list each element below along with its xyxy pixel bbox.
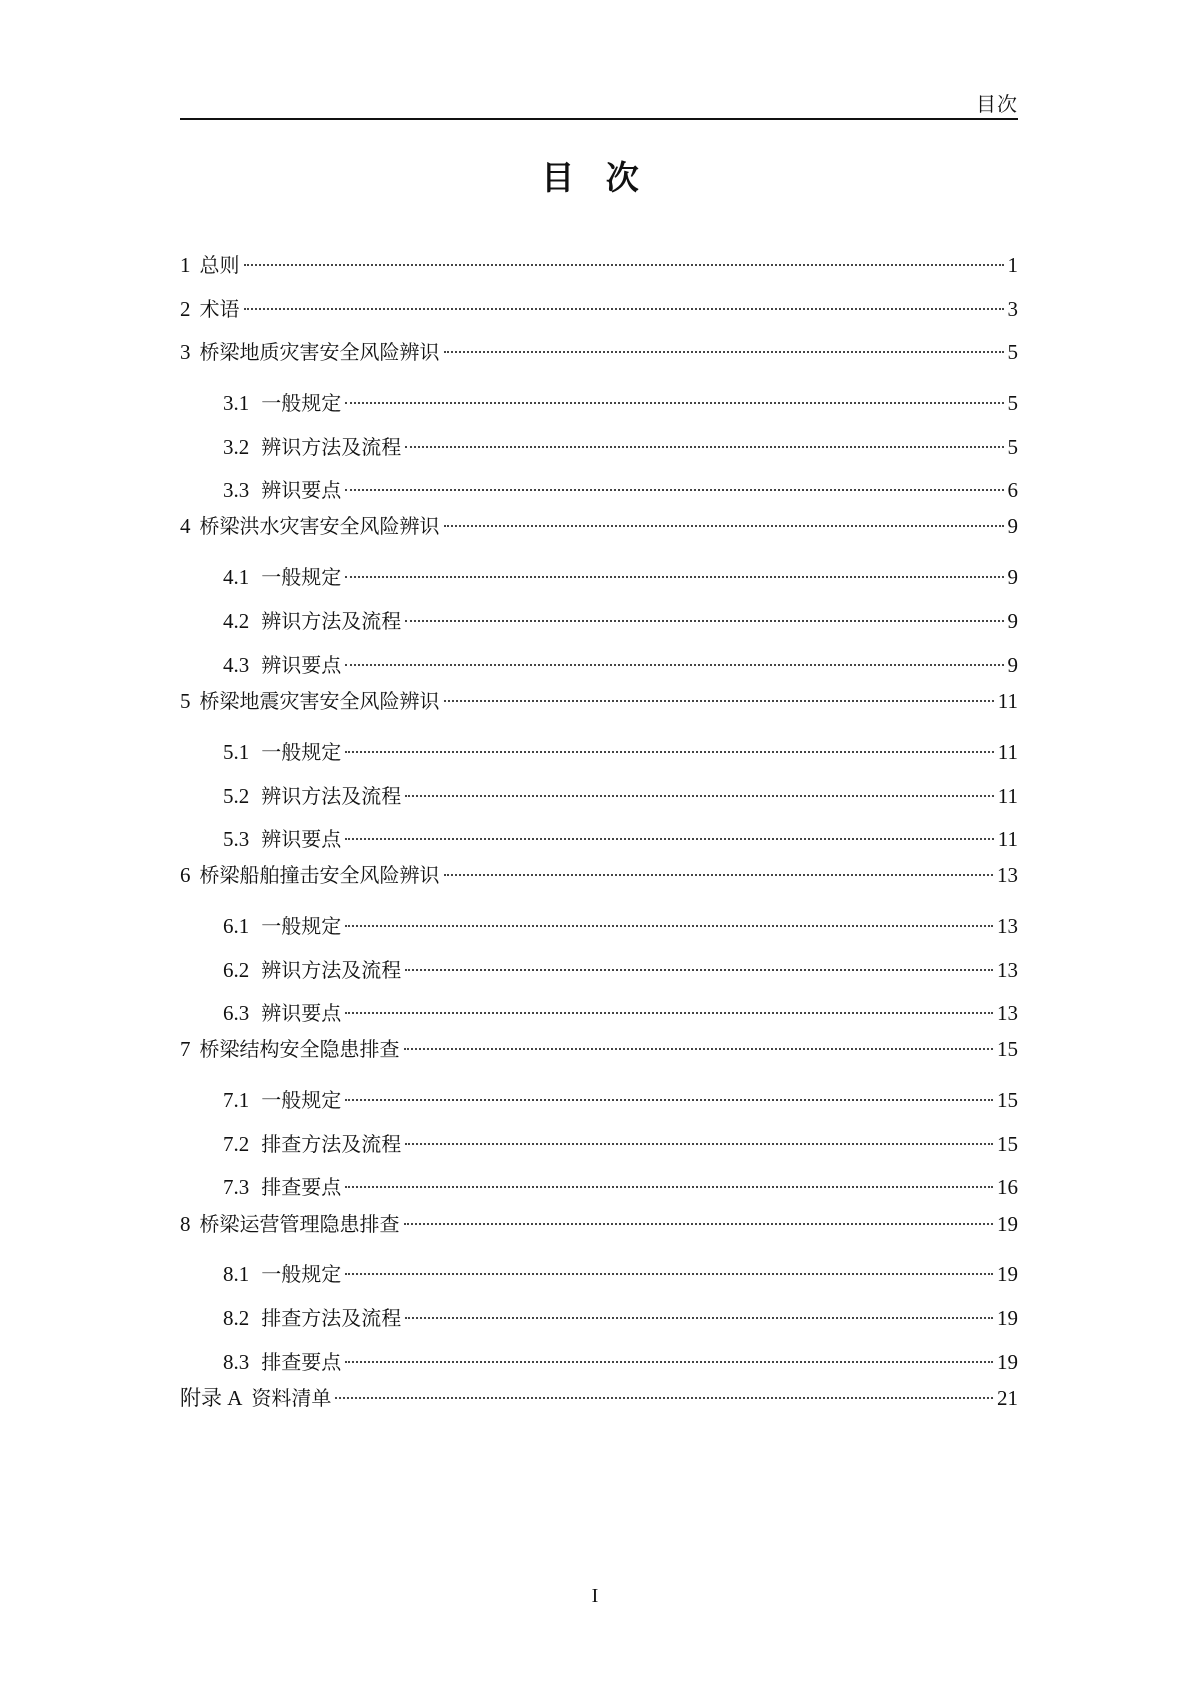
toc-entry-page: 1 bbox=[1007, 253, 1018, 277]
toc-entry-title: 辨识要点 bbox=[261, 478, 342, 502]
toc-entry-page: 21 bbox=[997, 1386, 1018, 1410]
toc-title: 目 次 bbox=[541, 158, 649, 197]
toc-entry-number: 6.2 bbox=[223, 958, 250, 982]
toc-dot-leader bbox=[345, 1273, 993, 1275]
toc-chapter-entry[interactable] bbox=[180, 294, 1018, 324]
toc-entry-title: 桥梁船舶撞击安全风险辨识 bbox=[199, 863, 440, 887]
toc-entry-page: 9 bbox=[1007, 653, 1018, 677]
toc-section-entry[interactable] bbox=[223, 781, 1018, 811]
toc-dot-leader bbox=[345, 664, 1003, 666]
toc-chapter-entry[interactable] bbox=[180, 860, 1018, 890]
toc-chapter-entry[interactable] bbox=[180, 337, 1018, 367]
toc-dot-leader bbox=[405, 1317, 993, 1319]
toc-entry-title: 桥梁运营管理隐患排查 bbox=[199, 1212, 400, 1236]
toc-entry-page: 3 bbox=[1007, 297, 1018, 321]
toc-section-entry[interactable] bbox=[223, 1303, 1018, 1333]
toc-entry-page: 13 bbox=[997, 914, 1018, 938]
toc-entry-number: 7 bbox=[180, 1037, 191, 1061]
toc-entry-number: 5.1 bbox=[223, 740, 250, 764]
toc-entry-title: 辨识方法及流程 bbox=[261, 435, 402, 459]
toc-entry-number: 7.1 bbox=[223, 1088, 250, 1112]
toc-entry-page: 6 bbox=[1007, 478, 1018, 502]
toc-section-entry[interactable] bbox=[223, 1085, 1018, 1115]
page-number: I bbox=[591, 1585, 599, 1607]
toc-entry-title: 排查要点 bbox=[261, 1350, 342, 1374]
toc-dot-leader bbox=[444, 525, 1004, 527]
toc-dot-leader bbox=[345, 1012, 993, 1014]
toc-entry-title: 一般规定 bbox=[261, 1262, 342, 1286]
toc-entry-number: 4 bbox=[180, 514, 191, 538]
toc-entry-number: 5.2 bbox=[223, 784, 250, 808]
toc-entry-page: 11 bbox=[997, 784, 1018, 808]
toc-chapter-entry[interactable] bbox=[180, 686, 1018, 716]
toc-entry-number: 4.3 bbox=[223, 653, 250, 677]
running-header-title: 目次 bbox=[976, 92, 1018, 116]
toc-entry-number: 3.3 bbox=[223, 478, 250, 502]
toc-entry-page: 13 bbox=[997, 958, 1018, 982]
toc-entry-page: 15 bbox=[997, 1132, 1018, 1156]
toc-entry-title: 桥梁地质灾害安全风险辨识 bbox=[199, 340, 440, 364]
toc-chapter-entry[interactable] bbox=[180, 1209, 1018, 1239]
toc-section-entry[interactable] bbox=[223, 388, 1018, 418]
toc-dot-leader bbox=[244, 264, 1004, 266]
toc-entry-page: 16 bbox=[997, 1175, 1018, 1199]
toc-section-entry[interactable] bbox=[223, 562, 1018, 592]
toc-dot-leader bbox=[345, 402, 1003, 404]
toc-dot-leader bbox=[444, 351, 1004, 353]
toc-entry-number: 3.1 bbox=[223, 391, 250, 415]
toc-dot-leader bbox=[444, 874, 994, 876]
toc-section-entry[interactable] bbox=[223, 911, 1018, 941]
toc-dot-leader bbox=[345, 576, 1003, 578]
toc-entry-page: 13 bbox=[997, 1001, 1018, 1025]
toc-entry-title: 辨识要点 bbox=[261, 827, 342, 851]
toc-entry-page: 11 bbox=[997, 689, 1018, 713]
toc-entry-page: 13 bbox=[997, 863, 1018, 887]
toc-dot-leader bbox=[404, 1223, 994, 1225]
toc-entry-title: 总则 bbox=[199, 253, 240, 277]
toc-entry-page: 15 bbox=[997, 1088, 1018, 1112]
toc-entry-title: 术语 bbox=[199, 297, 240, 321]
toc-dot-leader bbox=[405, 1143, 993, 1145]
toc-section-entry[interactable] bbox=[223, 475, 1018, 505]
toc-dot-leader bbox=[345, 1099, 993, 1101]
toc-section-entry[interactable] bbox=[223, 955, 1018, 985]
toc-section-entry[interactable] bbox=[223, 737, 1018, 767]
toc-entry-title: 排查方法及流程 bbox=[261, 1306, 402, 1330]
toc-entry-number: 6.3 bbox=[223, 1001, 250, 1025]
toc-dot-leader bbox=[405, 969, 993, 971]
toc-dot-leader bbox=[444, 700, 994, 702]
toc-chapter-entry[interactable] bbox=[180, 250, 1018, 280]
toc-entry-number: 1 bbox=[180, 253, 191, 277]
toc-entry-page: 19 bbox=[997, 1212, 1018, 1236]
toc-section-entry[interactable] bbox=[223, 606, 1018, 636]
toc-section-entry[interactable] bbox=[223, 1347, 1018, 1377]
toc-dot-leader bbox=[405, 795, 994, 797]
toc-entry-number: 3.2 bbox=[223, 435, 250, 459]
toc-entry-title: 一般规定 bbox=[261, 1088, 342, 1112]
toc-entry-number: 4.1 bbox=[223, 565, 250, 589]
toc-entry-title: 辨识方法及流程 bbox=[261, 958, 402, 982]
toc-entry-number: 8.3 bbox=[223, 1350, 250, 1374]
toc-entry-number: 6 bbox=[180, 863, 191, 887]
toc-entry-page: 9 bbox=[1007, 514, 1018, 538]
toc-entry-number: 8.1 bbox=[223, 1262, 250, 1286]
toc-entry-number: 附录 A bbox=[180, 1386, 243, 1410]
toc-dot-leader bbox=[345, 751, 994, 753]
toc-entry-page: 11 bbox=[997, 740, 1018, 764]
toc-entry-number: 3 bbox=[180, 340, 191, 364]
toc-entry-number: 7.2 bbox=[223, 1132, 250, 1156]
toc-dot-leader bbox=[244, 308, 1004, 310]
toc-entry-number: 7.3 bbox=[223, 1175, 250, 1199]
running-header bbox=[180, 80, 1018, 120]
toc-dot-leader bbox=[405, 620, 1003, 622]
toc-entry-page: 5 bbox=[1007, 391, 1018, 415]
toc-entry-number: 8 bbox=[180, 1212, 191, 1236]
toc-dot-leader bbox=[345, 489, 1003, 491]
toc-entry-title: 排查要点 bbox=[261, 1175, 342, 1199]
toc-section-entry[interactable] bbox=[223, 650, 1018, 680]
toc-entry-number: 5.3 bbox=[223, 827, 250, 851]
toc-entry-title: 桥梁结构安全隐患排查 bbox=[199, 1037, 400, 1061]
toc-entry-title: 排查方法及流程 bbox=[261, 1132, 402, 1156]
toc-dot-leader bbox=[405, 446, 1003, 448]
toc-entry-page: 11 bbox=[997, 827, 1018, 851]
toc-section-entry[interactable] bbox=[223, 824, 1018, 854]
toc-entry-page: 19 bbox=[997, 1350, 1018, 1374]
toc-entry-page: 9 bbox=[1007, 609, 1018, 633]
toc-entry-number: 6.1 bbox=[223, 914, 250, 938]
toc-dot-leader bbox=[345, 1186, 993, 1188]
toc-entry-title: 辨识方法及流程 bbox=[261, 609, 402, 633]
toc-entry-title: 桥梁洪水灾害安全风险辨识 bbox=[199, 514, 440, 538]
toc-entry-page: 19 bbox=[997, 1262, 1018, 1286]
toc-entry-title: 桥梁地震灾害安全风险辨识 bbox=[199, 689, 440, 713]
toc-dot-leader bbox=[345, 838, 994, 840]
toc-entry-title: 辨识方法及流程 bbox=[261, 784, 402, 808]
toc-dot-leader bbox=[345, 1361, 993, 1363]
toc-chapter-entry[interactable] bbox=[180, 511, 1018, 541]
toc-entry-title: 一般规定 bbox=[261, 391, 342, 415]
toc-entry-title: 辨识要点 bbox=[261, 653, 342, 677]
toc-chapter-entry[interactable] bbox=[180, 1034, 1018, 1064]
toc-entry-number: 8.2 bbox=[223, 1306, 250, 1330]
toc-section-entry[interactable] bbox=[223, 998, 1018, 1028]
toc-dot-leader bbox=[404, 1048, 994, 1050]
toc-entry-title: 辨识要点 bbox=[261, 1001, 342, 1025]
toc-entry-page: 5 bbox=[1007, 340, 1018, 364]
toc-dot-leader bbox=[335, 1397, 993, 1399]
toc-section-entry[interactable] bbox=[223, 1129, 1018, 1159]
toc-entry-page: 19 bbox=[997, 1306, 1018, 1330]
toc-section-entry[interactable] bbox=[223, 432, 1018, 462]
toc-entry-page: 9 bbox=[1007, 565, 1018, 589]
toc-section-entry[interactable] bbox=[223, 1259, 1018, 1289]
toc-entry-page: 5 bbox=[1007, 435, 1018, 459]
toc-entry-page: 15 bbox=[997, 1037, 1018, 1061]
toc-entry-number: 5 bbox=[180, 689, 191, 713]
toc-entry-title: 资料清单 bbox=[251, 1386, 332, 1410]
toc-entry-number: 2 bbox=[180, 297, 191, 321]
toc-entry-number: 4.2 bbox=[223, 609, 250, 633]
toc-section-entry[interactable] bbox=[223, 1172, 1018, 1202]
toc-chapter-entry[interactable] bbox=[180, 1383, 1018, 1413]
toc-entry-title: 一般规定 bbox=[261, 914, 342, 938]
toc-entry-title: 一般规定 bbox=[261, 740, 342, 764]
toc-entry-title: 一般规定 bbox=[261, 565, 342, 589]
toc-dot-leader bbox=[345, 925, 993, 927]
